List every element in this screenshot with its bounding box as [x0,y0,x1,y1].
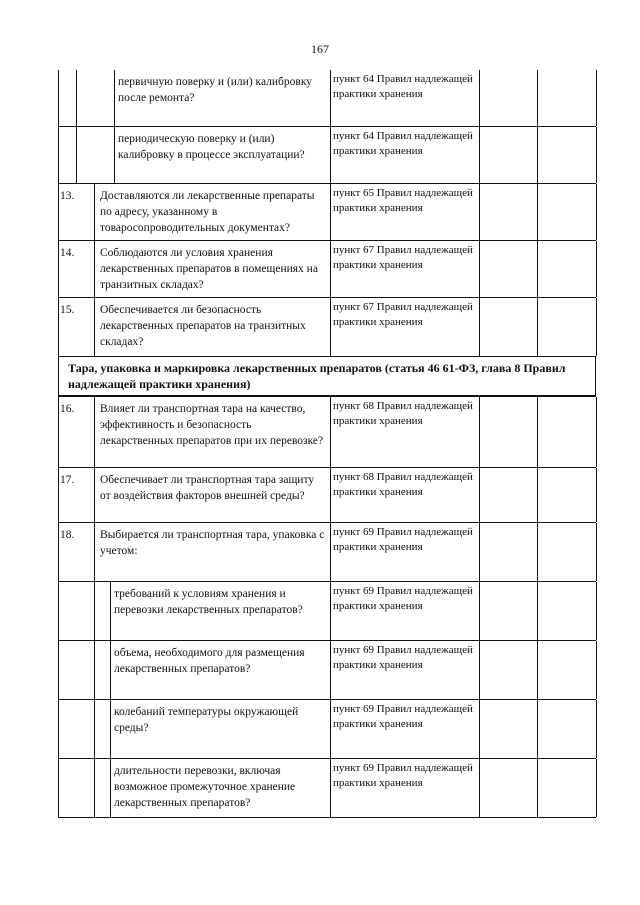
question-text: длительности перевозки, включая возможное промежуточное хранение лекарственных препаратов? [114,765,296,809]
question-text: Доставляются ли лекарственные препараты по адресу, указанному в товаросопроводительных документах? [100,190,315,234]
legal-reference: пункт 69 Правил надлежащей практики хранения [333,644,473,671]
table-row [58,582,596,641]
legal-reference: пункт 68 Правил надлежащей практики хранения [333,471,473,498]
table-row [58,523,596,582]
legal-reference: пункт 65 Правил надлежащей практики хранения [333,187,473,214]
row-number: 13. [60,190,75,202]
section-title: Тара, упаковка и маркировка лекарственных препаратов (статья 46 61-ФЗ, глава 8 Правил надлежащей практики хранения) [68,361,566,391]
table-row [58,127,596,184]
legal-reference: пункт 64 Правил надлежащей практики хранения [333,130,473,157]
table-group-a [58,70,596,357]
row-number: 15. [60,304,75,316]
row-number: 16. [60,403,75,415]
legal-reference: пункт 67 Правил надлежащей практики хранения [333,301,473,328]
question-text: периодическую поверку и (или) калибровку в процессе эксплуатации? [118,133,305,161]
question-text: объема, необходимого для размещения лекарственных препаратов? [114,647,305,675]
question-text: колебаний температуры окружающей среды? [114,706,299,734]
table-row [58,468,596,523]
legal-reference: пункт 68 Правил надлежащей практики хранения [333,400,473,427]
table-row [58,184,596,241]
table-row [58,641,596,700]
table-row [58,759,596,818]
row-number: 17. [60,474,75,486]
question-text: Влияет ли транспортная тара на качество, эффективность и безопасность лекарственных препаратов при их перевозке? [100,403,324,447]
question-text: Выбирается ли транспортная тара, упаковка с учетом: [100,529,325,557]
question-text: требований к условиям хранения и перевозки лекарственных препаратов? [114,588,303,616]
legal-reference: пункт 69 Правил надлежащей практики хранения [333,703,473,730]
table-row [58,396,596,468]
row-number: 18. [60,529,75,541]
legal-reference: пункт 69 Правил надлежащей практики хранения [333,762,473,789]
checklist-table [58,70,596,818]
table-row [58,241,596,298]
legal-reference: пункт 69 Правил надлежащей практики хранения [333,585,473,612]
row-number: 14. [60,247,75,259]
legal-reference: пункт 67 Правил надлежащей практики хранения [333,244,473,271]
table-group-b [58,396,596,818]
table-row [58,700,596,759]
question-text: первичную поверку и (или) калибровку после ремонта? [118,76,312,104]
section-header [58,357,596,396]
table-row [58,298,596,357]
question-text: Соблюдаются ли условия хранения лекарственных препаратов в помещениях на транзитных складах? [100,247,318,291]
question-text: Обеспечивает ли транспортная тара защиту от воздействия факторов внешней среды? [100,474,315,502]
legal-reference: пункт 69 Правил надлежащей практики хранения [333,526,473,553]
page-number: 167 [311,42,329,56]
question-text: Обеспечивается ли безопасность лекарственных препаратов на транзитных складах? [100,304,306,348]
table-row [58,70,596,127]
legal-reference: пункт 64 Правил надлежащей практики хранения [333,73,473,100]
